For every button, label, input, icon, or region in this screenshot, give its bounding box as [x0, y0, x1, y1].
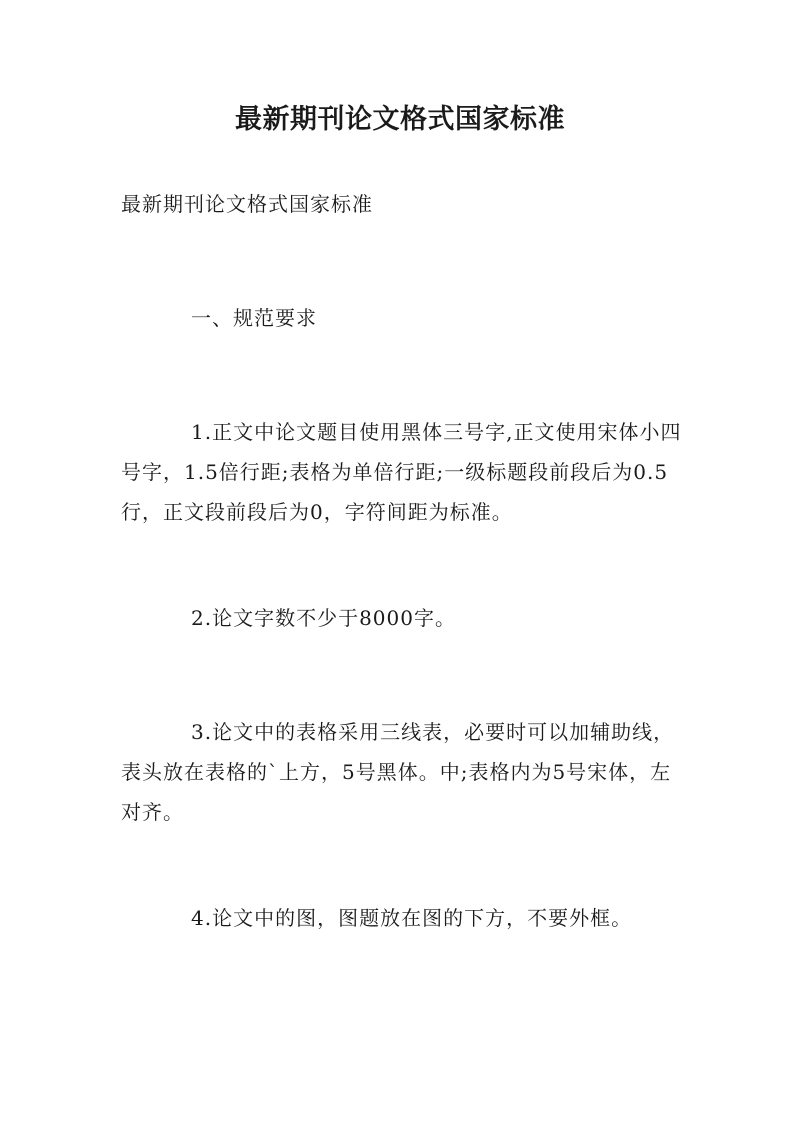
requirement-item-3: 3.论文中的表格采用三线表，必要时可以加辅助线，表头放在表格的`上方，5号黑体。中;表格内为5号宋体，左对齐。	[121, 720, 675, 824]
requirement-item-1: 1.正文中论文题目使用黑体三号字,正文使用宋体小四号字，1.5倍行距;表格为单倍行距;一级标题段前段后为0.5行，正文段前段后为0，字符间距为标准。	[121, 420, 682, 524]
requirement-item-2: 2.论文字数不少于8000字。	[191, 606, 456, 630]
document-title: 最新期刊论文格式国家标准	[235, 104, 565, 135]
section-heading: 一、规范要求	[191, 306, 317, 330]
requirement-item-4: 4.论文中的图，图题放在图的下方，不要外框。	[191, 906, 633, 930]
document-subtitle: 最新期刊论文格式国家标准	[121, 192, 373, 216]
